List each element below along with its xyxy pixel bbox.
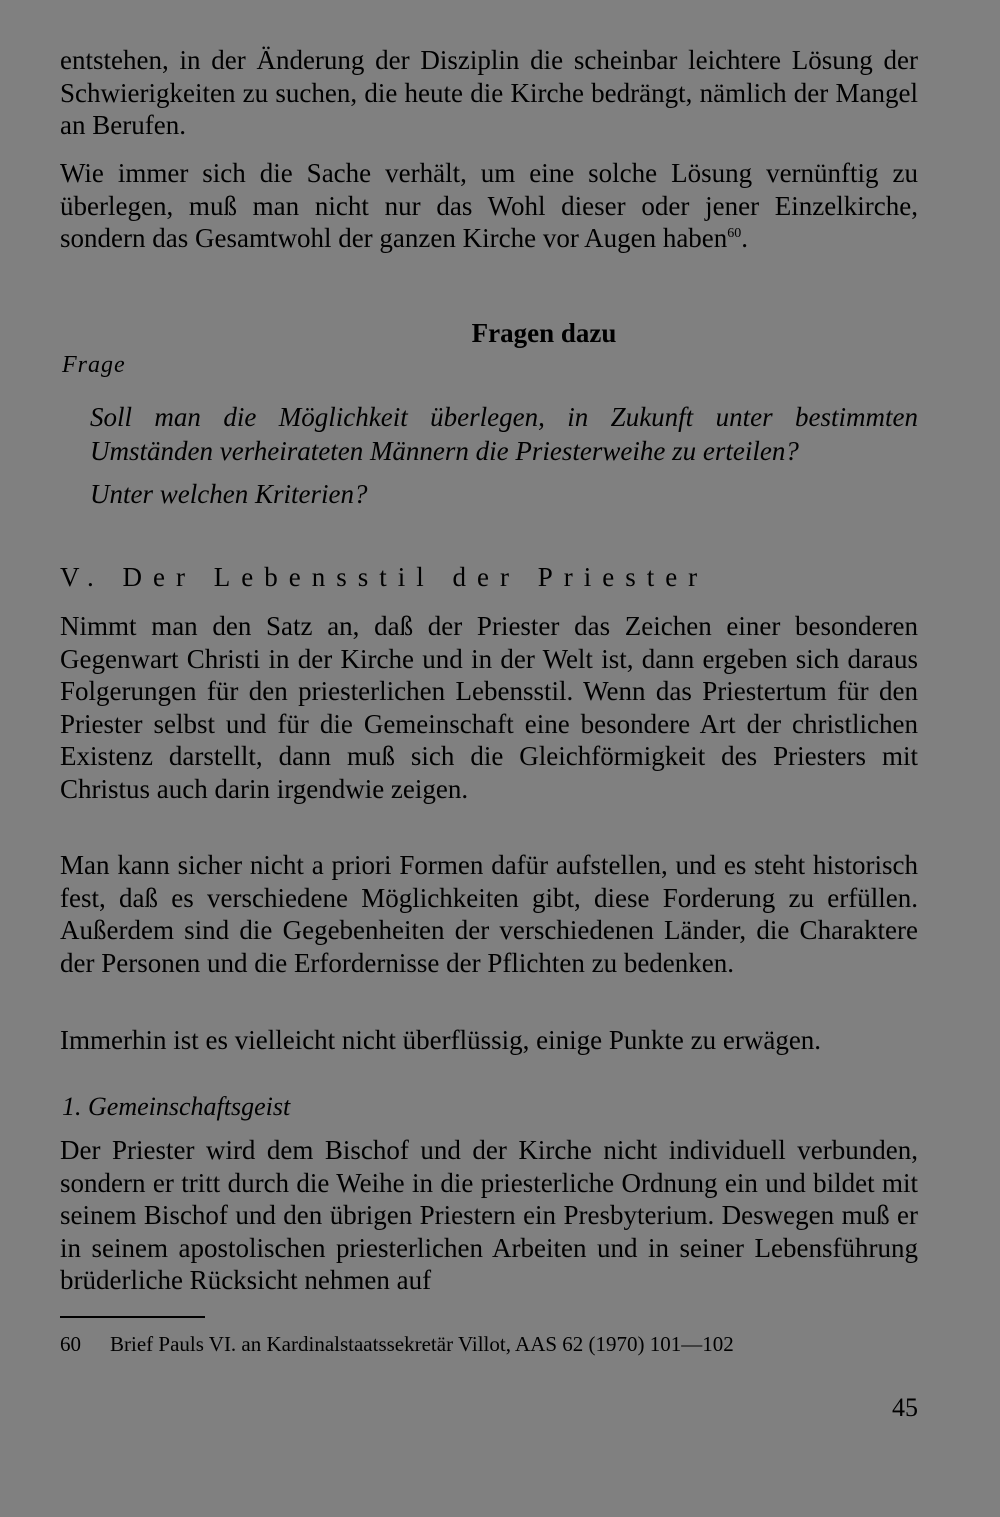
subsection-paragraph-1-text: Der Priester wird dem Bischof und der Kirche nicht individuell verbunden, sondern er tritt durch die Weihe in die priesterliche Ordnung ein und bildet mit seinem Bischof und den übrigen Priestern ein Presbyterium. Deswegen muß er in seinem apostolischen priesterlichen Arbeiten und in seiner Lebensführung brüderliche Rücksicht nehmen auf — [60, 1135, 918, 1296]
subsection-heading: 1. Gemeinschaftsgeist — [62, 1092, 291, 1121]
intro-paragraph-2-end: . — [741, 223, 749, 254]
section-paragraph-2 — [60, 849, 918, 979]
section-paragraph-2-text: Man kann sicher nicht a priori Formen dafür aufstellen, und es steht historisch fest, daß es verschiedene Möglichkeiten gibt, diese Forderung zu erfüllen. Außerdem sind die Gegebenheiten der verschiedenen Länder, die Charaktere der Personen und die Erfordernisse der Pflichten zu bedenken. — [60, 850, 918, 978]
section-paragraph-1-text: Nimmt man den Satz an, daß der Priester das Zeichen einer besonderen Gegenwart Christi in der Kirche und in der Welt ist, dann ergeben sich daraus Folgerungen für den priesterlichen Lebensstil. Wenn das Priestertum für den Priester selbst und für die Gemeinschaft eine besondere Art der christlichen Existenz darstellt, dann muß sich die Gleichförmigkeit des Priesters mit Christus auch darin irgendwie zeigen. — [60, 611, 918, 804]
section-paragraph-3-text: Immerhin ist es vielleicht nicht überflüssig, einige Punkte zu erwägen. — [60, 1025, 822, 1055]
section-paragraph-1 — [60, 610, 918, 806]
question-margin-label: Frage — [62, 352, 126, 378]
footnote-number: 60 — [60, 1332, 81, 1356]
question-2: Unter welchen Kriterien? — [90, 479, 368, 509]
intro-paragraph-1-text: entstehen, in der Änderung der Disziplin die scheinbar leichtere Lösung der Schwierigkeiten zu suchen, die heute die Kirche bedrängt, nämlich der Mangel an Berufen. — [60, 45, 918, 141]
page-number: 45 — [892, 1393, 918, 1422]
footnote — [60, 1330, 734, 1358]
footnote-divider — [60, 1316, 205, 1318]
intro-paragraph-1 — [60, 44, 918, 142]
section-paragraph-3 — [60, 1024, 918, 1057]
intro-paragraph-2 — [60, 157, 918, 255]
footnote-text: Brief Pauls VI. an Kardinalstaatssekretär Villot, AAS 62 (1970) 101—102 — [110, 1332, 734, 1356]
question-1: Soll man die Möglichkeit überlegen, in Zukunft unter bestimmten Umständen verheirateten Männern die Priesterweihe zu erteilen? — [90, 402, 918, 466]
intro-paragraph-2-text — [60, 157, 918, 255]
section-heading: V. Der Lebensstil der Priester — [60, 562, 709, 592]
subsection-paragraph-1 — [60, 1134, 918, 1297]
intro-paragraph-2-body: Wie immer sich die Sache verhält, um eine solche Lösung vernünftig zu überlegen, muß man nicht nur das Wohl dieser oder jener Einzelkirche, sondern das Gesamtwohl der ganzen Kirche vor Augen haben — [60, 158, 918, 254]
questions-heading: Fragen dazu — [471, 318, 617, 348]
footnote-reference: 60 — [727, 226, 742, 242]
